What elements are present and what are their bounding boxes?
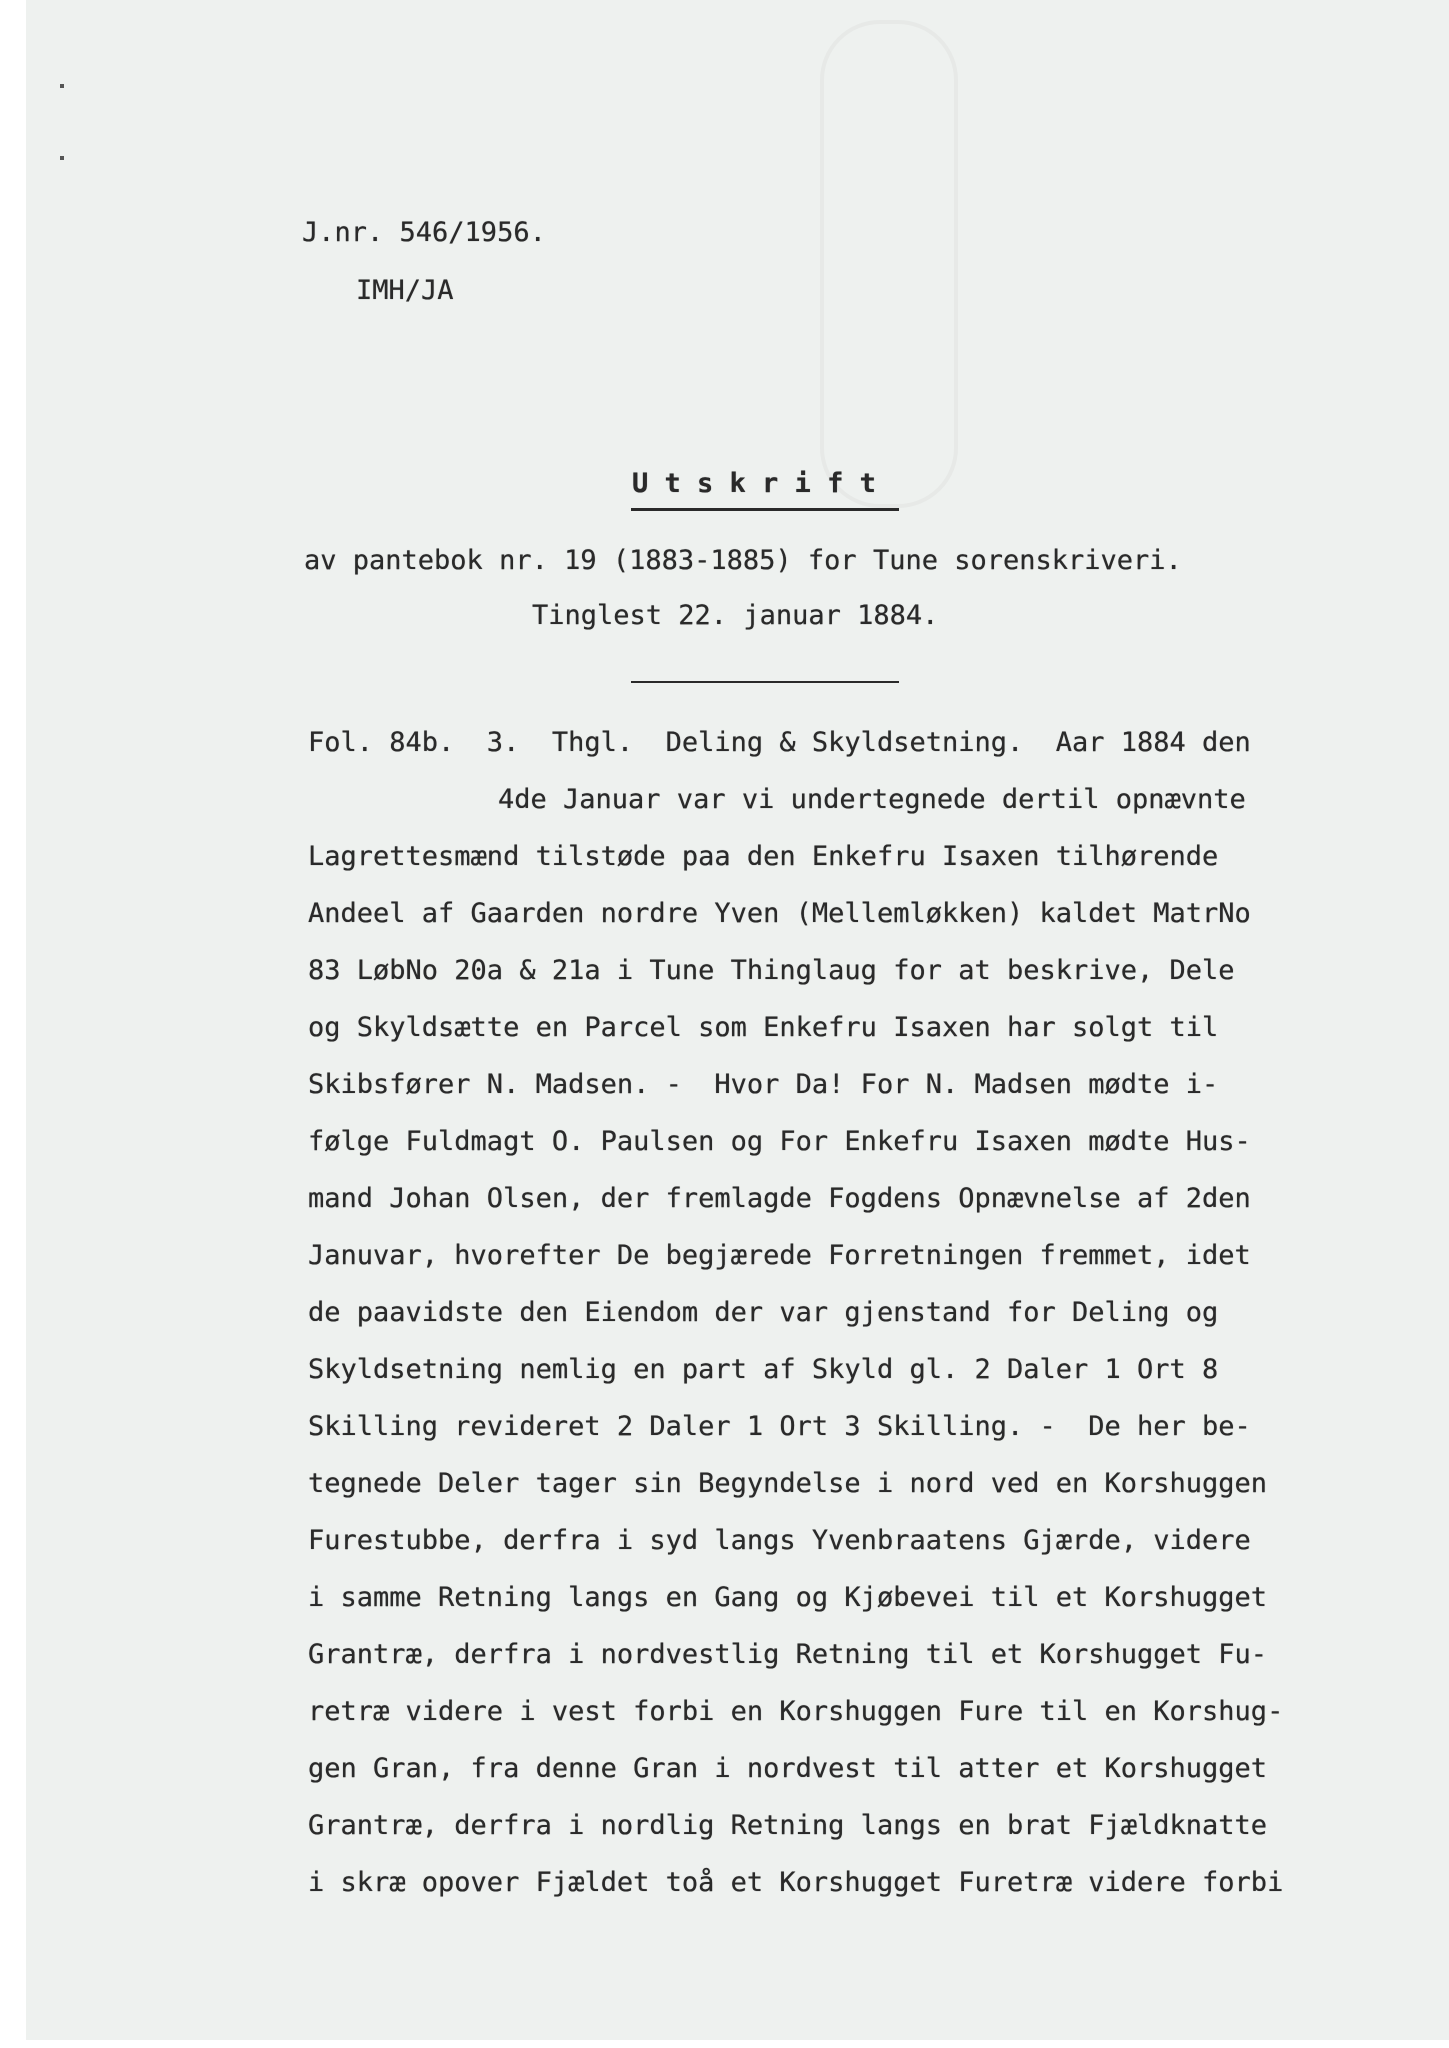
body-line: de paavidste den Eiendom der var gjenstand for Deling og (308, 1297, 1219, 1328)
registration-date: Tinglest 22. januar 1884. (532, 600, 939, 631)
section-divider (631, 681, 899, 683)
body-line: i skræ opover Fjældet toå et Korshugget Furetræ videre forbi (308, 1867, 1284, 1898)
faint-stamp-watermark (820, 20, 958, 508)
document-subtitle: av pantebok nr. 19 (1883-1885) for Tune sorenskriveri. (304, 545, 1182, 576)
body-line: følge Fuldmagt O. Paulsen og For Enkefru Isaxen mødte Hus- (308, 1126, 1251, 1157)
body-line: tegnede Deler tager sin Begyndelse i nord ved en Korshuggen (308, 1468, 1268, 1499)
document-heading: U t s k r i f t (632, 468, 876, 499)
body-line: Grantræ, derfra i nordlig Retning langs en brat Fjældknatte (308, 1810, 1268, 1841)
margin-mark (60, 156, 64, 160)
body-first-line: Fol. 84b. 3. Thgl. Deling & Skyldsetning. Aar 1884 den (308, 727, 1251, 758)
body-line: Skibsfører N. Madsen. - Hvor Da! For N. Madsen mødte i- (308, 1069, 1219, 1100)
journal-number: J.nr. 546/1956. (302, 217, 546, 248)
body-line: Januvar, hvorefter De begjærede Forretningen fremmet, idet (308, 1240, 1251, 1271)
body-second-line: 4de Januar var vi undertegnede dertil opnævnte (498, 784, 1246, 815)
scan-bottom-margin (0, 2040, 1449, 2048)
body-line: retræ videre i vest forbi en Korshuggen Fure til en Korshug- (308, 1696, 1284, 1727)
body-line: Skyldsetning nemlig en part af Skyld gl. 2 Daler 1 Ort 8 (308, 1354, 1219, 1385)
body-line: 83 LøbNo 20a & 21a i Tune Thinglaug for at beskrive, Dele (308, 955, 1235, 986)
body-line: Skilling revideret 2 Daler 1 Ort 3 Skilling. - De her be- (308, 1411, 1251, 1442)
body-line: mand Johan Olsen, der fremlagde Fogdens Opnævnelse af 2den (308, 1183, 1251, 1214)
body-line: Furestubbe, derfra i syd langs Yvenbraatens Gjærde, videre (308, 1525, 1251, 1556)
body-line: Grantræ, derfra i nordvestlig Retning til et Korshugget Fu- (308, 1639, 1268, 1670)
heading-underline (631, 508, 899, 511)
body-line: gen Gran, fra denne Gran i nordvest til atter et Korshugget (308, 1753, 1268, 1784)
body-line: og Skyldsætte en Parcel som Enkefru Isaxen har solgt til (308, 1012, 1219, 1043)
body-line: Andeel af Gaarden nordre Yven (Mellemløkken) kaldet MatrNo (308, 898, 1251, 929)
initials: IMH/JA (356, 275, 454, 306)
scan-left-margin (0, 0, 26, 2048)
margin-mark (60, 84, 64, 88)
body-line: i samme Retning langs en Gang og Kjøbevei til et Korshugget (308, 1582, 1268, 1613)
body-line: Lagrettesmænd tilstøde paa den Enkefru Isaxen tilhørende (308, 841, 1219, 872)
